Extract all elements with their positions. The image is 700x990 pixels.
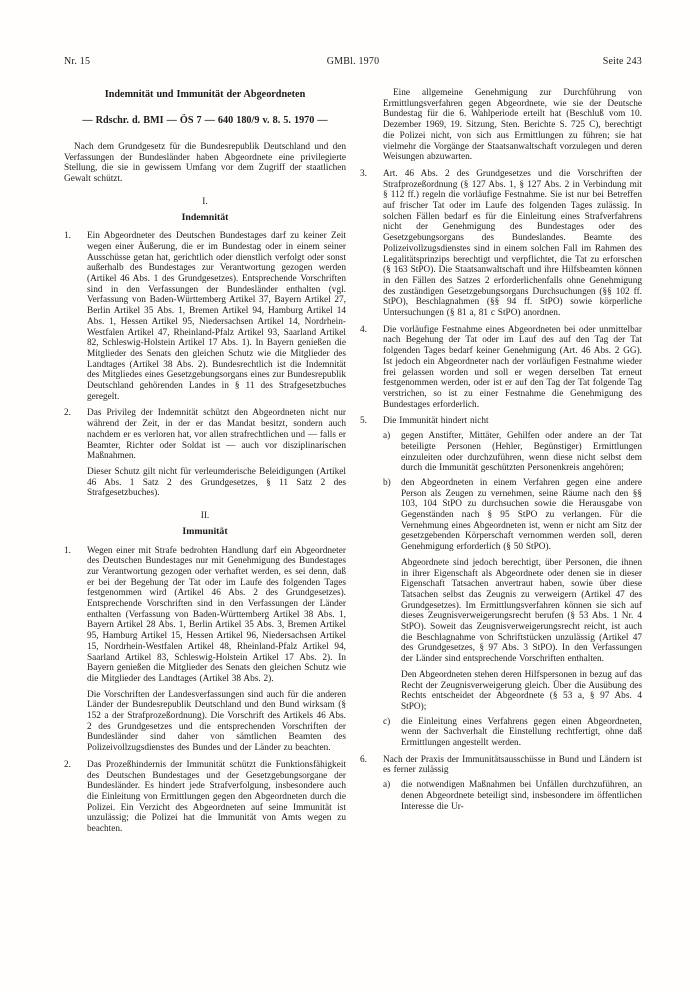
paragraph: Art. 46 Abs. 2 des Grundgesetzes und die Vorschriften der Strafprozeßordnung (§ 127 Abs. 1, § 127 Abs. 2 in Verbindung mit § 112 ff.) regeln die vorläufige Festnahme. Sie ist nur bei Betreffen auf frischer Tat oder im Laufe des folgenden Tages zulässig. In solchen Fällen bedarf es für die Einleitung eines Strafverfahrens nicht der Genehmigung des Bundestages oder des Gesetzgebungsorgans des Bundeslandes. Beamte des Polizeivollzugsdienstes sind in einem solchen Fall im Rahmen des Legalitätsprinzips berechtigt und verpflichtet, die Tat zu erforschen (§ 163 StPO). Die Staatsanwaltschaft und ihre Hilfsbeamten können in den Fällen des Satzes 2 erforderlichenfalls ohne Genehmigung des zuständigen Gesetzgebungsorgans Durchsuchungen (§§ 102 ff. StPO), Beschlagnahmen (§§ 94 ff. StPO) sowie körperliche Untersuchungen (§ 81 a, 81 c StPO) anordnen. — [383, 168, 642, 319]
item-text — [87, 231, 346, 402]
sub-item-letter: a) — [383, 780, 391, 791]
item-text — [87, 760, 346, 835]
item-text — [383, 755, 642, 813]
item-number: 5. — [360, 416, 367, 427]
sub-item-6a — [383, 780, 642, 812]
paragraph: Den Abgeordneten stehen deren Hilfspersonen in bezug auf das Recht der Zeugnisverweigerung gleich. Über die Ausübung des Rechts entscheidet der Abgeordnete (§ 53 a, § 97 Abs. 4 StPO); — [401, 669, 642, 712]
item-text — [383, 88, 642, 163]
article-reference: — Rdschr. d. BMI — ÖS 7 — 640 180/9 v. 8. 5. 1970 — — [82, 115, 328, 126]
paragraph: Ein Abgeordneter des Deutschen Bundestages darf zu keiner Zeit wegen einer Äußerung, die er im Bundestag oder in einem seiner Ausschüsse getan hat, gerichtlich oder dienstlich verfolgt oder sonst außerhalb des Bundestages zur Verantwortung gezogen werden (Artikel 46 Abs. 1 des Grundgesetzes). Entsprechende Vorschriften sind in den Verfassungen der Bundesländer enthalten (vgl. Verfassung von Baden-Württemberg Artikel 37, Bayern Artikel 27, Berlin Artikel 35 Abs. 1, Bremen Artikel 94, Hamburg Artikel 14 Abs. 1, Hessen Artikel 95, Niedersachsen Artikel 14, Nordrhein-Westfalen Artikel 47, Rheinland-Pfalz Artikel 93, Saarland Artikel 82, Schleswig-Holstein Artikel 17 Abs. 1). In Bayern genießen die Mitglieder des Senats den gleichen Schutz wie die Mitglieder des Landtages (Artikel 38 Abs. 2). Bundesrechtlich ist die Indemnität des Mitgliedes eines Gesetzgebungsorgans eines zur Bundesrepublik Deutschland gehörenden Landes in § 11 des Strafgesetzbuches geregelt. — [87, 231, 346, 402]
item-lead: Die Immunität hindert nicht — [383, 416, 489, 427]
item-text — [383, 416, 642, 748]
item-number: 2. — [64, 408, 71, 419]
left-column — [64, 88, 346, 835]
item-number: 3. — [360, 168, 367, 179]
sub-item-text — [401, 780, 642, 812]
sub-item-5c — [383, 717, 642, 749]
paragraph: die notwendigen Maßnahmen bei Unfällen durchzuführen, an denen Abgeordnete beteiligt sind, insbesondere im öffentlichen Interesse die Ur- — [401, 780, 642, 812]
list-item-immunitaet-2 — [64, 760, 346, 835]
paragraph: Eine allgemeine Genehmigung zur Durchführung von Ermittlungsverfahren gegen Abgeordnete, wie sie der Deutsche Bundestag für die 6. Wahlperiode erteilt hat (Beschluß vom 10. Dezember 1969, 19. Sitzung, Sten. Berichte S. 725 C), berechtigt die Polizei nicht, von sich aus Ermittlungen zu führen; sie hat vielmehr die Vorgänge der Staatsanwaltschaft vorzulegen und deren Weisungen abzuwarten. — [383, 88, 642, 163]
sub-item-letter: b) — [383, 477, 391, 488]
list-item-immunitaet-2-continuation — [360, 88, 642, 163]
sub-item-text — [401, 431, 642, 474]
list-item-immunitaet-5 — [360, 416, 642, 748]
sub-item-text — [401, 717, 642, 749]
item-number: 1. — [64, 545, 71, 556]
list-item-immunitaet-1 — [64, 546, 346, 754]
sub-item-letter: c) — [383, 716, 391, 727]
paragraph: Die Vorschriften der Landesverfassungen sind auch für die anderen Länder der Bundesrepublik Deutschland und den Bund wirksam (§ 152 a der Strafprozeßordnung). Die Vorschrift des Artikels 46 Abs. 2 des Grundgesetzes und die entsprechenden Vorschriften der Bundesländer sind daher von sämtlichen Beamten des Polizeivollzugsdienstes des Bundes und der Länder zu beachten. — [87, 689, 346, 754]
sub-item-letter: a) — [383, 431, 391, 442]
list-item-indemnitaet-2 — [64, 408, 346, 499]
list-item-immunitaet-3 — [360, 169, 642, 319]
running-header — [64, 56, 642, 67]
header-issue-number: Nr. 15 — [64, 56, 91, 67]
header-page-number: Seite 243 — [602, 56, 642, 67]
item-text — [87, 408, 346, 499]
paragraph: die Einleitung eines Verfahrens gegen einen Abgeordneten, wenn der Sachverhalt die Einstellung rechtfertigt, ohne daß Ermittlungen angestellt werden. — [401, 716, 642, 749]
section-i-title: Indemnität — [181, 211, 229, 223]
paragraph: Das Privileg der Indemnität schützt den Abgeordneten nicht nur während der Zeit, in der er das Mandat besitzt, sondern auch nachdem er es verloren hat, vor allen strafrechtlichen und — falls er Beamter, Richter oder Soldat ist — auch vor disziplinarischen Maßnahmen. — [87, 408, 346, 462]
sub-item-5b — [383, 478, 642, 713]
item-text — [87, 546, 346, 754]
item-number-spacer — [360, 88, 383, 163]
item-number: 2. — [64, 759, 71, 770]
right-column — [360, 88, 642, 835]
paragraph: Abgeordnete sind jedoch berechtigt, über Personen, die ihnen in ihrer Eigenschaft als Abgeordnete oder denen sie in dieser Eigenschaft Tatsachen anvertraut haben, sowie über diese Tatsachen selbst das Zeugnis zu verweigern (Artikel 47 des Grundgesetzes). Im Ermittlungsverfahren können sie sich auf dieses Zeugnisverweigerungsrecht berufen (§ 53 Abs. 1 Nr. 4 StPO). Soweit das Zeugnisverweigerungsrecht reicht, ist auch die Beschlagnahme von Schriftstücken unzulässig (Artikel 47 des Grundgesetzes, § 97 Abs. 3 StPO). In den Verfassungen der Länder sind entsprechende Vorschriften enthalten. — [401, 557, 642, 665]
paragraph: Wegen einer mit Strafe bedrohten Handlung darf ein Abgeordneter des Deutschen Bundestages nur mit Genehmigung des Bundestages zur Verantwortung gezogen oder verhaftet werden, es sei denn, daß er bei der Begehung der Tat oder im Laufe des folgenden Tages festgenommen wird (Artikel 46 Abs. 2 des Grundgesetzes). Entsprechende Vorschriften sind in den Verfassungen der Länder enthalten (Verfassung von Baden-Württemberg Artikel 38 Abs. 1, Bayern Artikel 28 Abs. 1, Berlin Artikel 35 Abs. 3, Bremen Artikel 95, Hamburg Artikel 15, Hessen Artikel 96, Niedersachsen Artikel 15, Nordrhein-Westfalen Artikel 48, Rheinland-Pfalz Artikel 94, Saarland Artikel 83, Schleswig-Holstein Artikel 17 Abs. 2). In Bayern genießen die Mitglieder des Senats den gleichen Schutz wie die Mitglieder des Landtages (Artikel 38 Abs. 2). — [87, 545, 346, 684]
paragraph: Das Prozeßhindernis der Immunität schützt die Funktionsfähigkeit des Deutschen Bundestages und der Gesetzgebungsorgane der Bundesländer. Es hindert jede Strafverfolgung, insbesondere auch die Einleitung von Ermittlungen gegen den Abgeordneten durch die Polizei. Ein Verzicht des Abgeordneten auf seine Immunität ist unzulässig; die Polizei hat die Immunität von Amts wegen zu beachten. — [87, 759, 346, 835]
paragraph: Dieser Schutz gilt nicht für verleumderische Beleidigungen (Artikel 46 Abs. 1 Satz 2 des Grundgesetzes, § 11 Satz 2 des Strafgesetzbuches). — [87, 466, 346, 499]
item-text — [383, 325, 642, 411]
paragraph: Die vorläufige Festnahme eines Abgeordneten bei oder unmittelbar nach Begehung der Tat oder im Lauf des auf den Tag der Tat folgenden Tages bedarf keiner Genehmigung (Art. 46 Abs. 2 GG). Ist jedoch ein Abgeordneter nach der vorläufigen Festnahme wieder frei gelassen worden und soll er wegen derselben Tat erneut festgenommen werden, oder ist er auf den Tag der Tat folgende Tag verstrichen, so ist zu einer Festnahme die Genehmigung des Bundestages erforderlich. — [383, 324, 642, 410]
header-journal-title: GMBl. 1970 — [326, 56, 380, 67]
sub-item-text — [401, 478, 642, 713]
item-number: 4. — [360, 324, 367, 335]
section-i-numeral: I. — [202, 196, 208, 207]
section-ii-numeral: II. — [200, 511, 210, 522]
item-number: 1. — [64, 231, 71, 242]
paragraph: gegen Anstifter, Mittäter, Gehilfen oder andere an der Tat beteiligte Personen (Hehler, Begünstiger) Ermittlungen einzuleiten oder durchzuführen, wenn diese nicht selbst dem durch die Immunität geschützten Personenkreis angehören; — [401, 431, 642, 474]
item-text — [383, 169, 642, 319]
paragraph: den Abgeordneten in einem Verfahren gegen eine andere Person als Zeugen zu vernehmen, seine Räume nach den §§ 103, 104 StPO zu durchsuchen sowie die Herausgabe von Gegenständen nach § 95 StPO zu verlangen. Für die Vernehmung eines Abgeordneten ist, wenn er nicht am Sitz der gesetzgebenden Körperschaft vernommen werden soll, deren Genehmigung erforderlich (§ 50 StPO). — [401, 477, 642, 553]
section-ii-title: Immunität — [182, 525, 228, 537]
list-item-immunitaet-4 — [360, 325, 642, 411]
intro-paragraph: Nach dem Grundgesetz für die Bundesrepublik Deutschland und den Verfassungen der Bundesländer haben Abgeordnete eine privilegierte Stellung, die sie in gewissem Umfang vor dem Zugriff der staatlichen Gewalt schützt. — [64, 142, 346, 185]
list-item-indemnitaet-1 — [64, 231, 346, 402]
item-lead: Nach der Praxis der Immunitätsausschüsse in Bund und Ländern ist es ferner zulässig — [383, 754, 642, 776]
two-column-body — [64, 88, 642, 835]
article-title: Indemnität und Immunität der Abgeordneten — [104, 89, 306, 100]
sub-item-5a — [383, 431, 642, 474]
item-number: 6. — [360, 754, 367, 765]
list-item-immunitaet-6 — [360, 755, 642, 813]
